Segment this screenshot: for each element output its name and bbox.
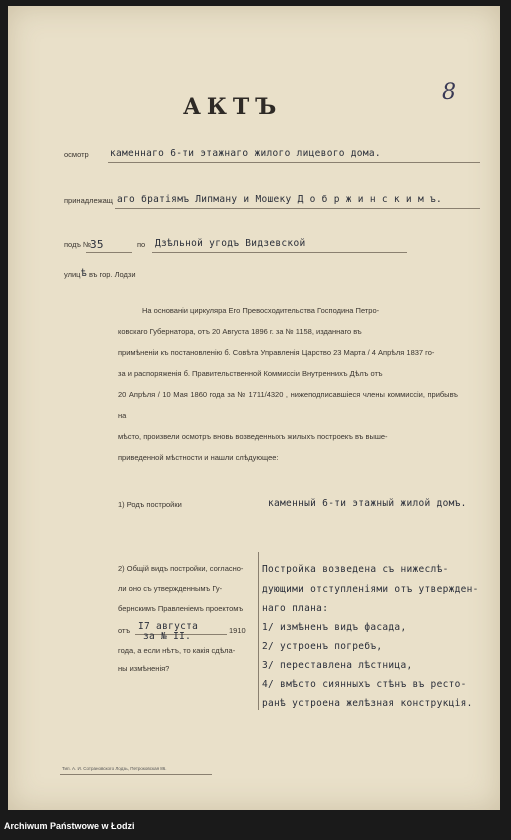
item2-typed-1: Постройка возведена съ нижеслѣ-	[262, 564, 449, 575]
line3-label-no: подъ №	[64, 240, 92, 249]
line2-typed: аго братіямъ Липману и Мошеку Д о б р ж и н с к и м ъ.	[117, 194, 443, 205]
line1-typed: каменнаго 6-ти этажнаго жилого лицевого дома.	[110, 148, 381, 159]
item1-typed: каменный 6-ти этажный жилой домъ.	[268, 498, 467, 509]
item2-label-5: года, а если нѣтъ, то какія сдѣла-	[118, 646, 236, 655]
item2-typed-7: 4/ вмѣсто сиянныхъ стѣнъ въ ресто-	[262, 679, 467, 690]
document-title: АКТЪ	[183, 94, 283, 120]
intro-paragraph	[118, 300, 458, 468]
item2-num-typed: за № II.	[143, 631, 192, 642]
para-line-6: мѣсто, произвели осмотръ вновь возведенныхъ жилыхъ построекъ въ выше-	[118, 432, 388, 441]
para-line-1: На основаніи циркуляра Его Превосходительства Господина Петро-	[142, 306, 380, 315]
line3-number: 35	[90, 238, 104, 251]
line2-label: принадлежащ	[64, 196, 113, 205]
archive-label: Archiwum Państwowe w Łodzi	[4, 821, 135, 831]
item2-label-2: ли оно съ утвержденнымъ Гу-	[118, 584, 223, 593]
item2-label-1: 2) Общій видъ постройки, согласно-	[118, 564, 244, 573]
item2-typed-4: 1/ измѣненъ видъ фасада,	[262, 622, 407, 633]
para-line-4: за и распоряженія б. Правительственной Коммиссіи Внутреннихъ Дѣлъ отъ	[118, 369, 383, 378]
para-line-7: приведенной мѣстности и нашли слѣдующее:	[118, 453, 279, 462]
para-line-2: ковскаго Губернатора, отъ 20 Августа 1896 г. за № 1158, изданнаго въ	[118, 327, 362, 336]
item2-label-3: бернскимъ Правленіемъ проектомъ	[118, 604, 244, 613]
line3-label-po: по	[137, 240, 146, 249]
footer-rule	[60, 774, 212, 775]
item2-date-typed: I7 августа	[138, 621, 199, 632]
archive-bar	[0, 812, 511, 840]
item2-label-4: отъ	[118, 626, 131, 635]
line3-rule-a	[86, 252, 132, 253]
item2-typed-5: 2/ устроенъ погребъ,	[262, 641, 383, 652]
item2-typed-3: наго плана:	[262, 603, 329, 614]
line1-label: осмотр	[64, 150, 89, 159]
line4-label-street: улиц	[64, 270, 81, 279]
item2-typed-6: 3/ переставлена лѣстница,	[262, 660, 413, 671]
item2-year: 1910	[229, 626, 246, 635]
para-line-5: 20 Апрѣля / 10 Мая 1860 года за № 1711/4320 , нижеподписавшіеся члены коммиссіи, прибывъ на	[118, 390, 458, 420]
column-divider	[258, 552, 259, 710]
line4-label-city: въ гор. Лодзи	[89, 270, 136, 279]
page-number: 8	[442, 80, 456, 105]
line4-typed: ѣ	[81, 268, 88, 279]
line3-rule-b	[152, 252, 407, 253]
line1-rule	[108, 162, 480, 163]
printer-footer: Тип. А. И. Сотрановского Лодзь, Петроковская 86.	[62, 766, 167, 771]
item1-label: 1) Родъ постройки	[118, 500, 182, 509]
item2-typed-8: ранѣ устроена желѣзная конструкція.	[262, 698, 473, 709]
line2-rule	[115, 208, 480, 209]
item2-label-6: ны измѣненія?	[118, 664, 170, 673]
line3-typed: Дзѣльной угодъ Видзевской	[155, 238, 306, 249]
para-line-3: примѣненіи къ постановленію б. Совѣта Управленія Царство 23 Марта / 4 Апрѣля 1837 го-	[118, 348, 435, 357]
item2-typed-2: дующими отступленіями отъ утвержден-	[262, 584, 479, 595]
